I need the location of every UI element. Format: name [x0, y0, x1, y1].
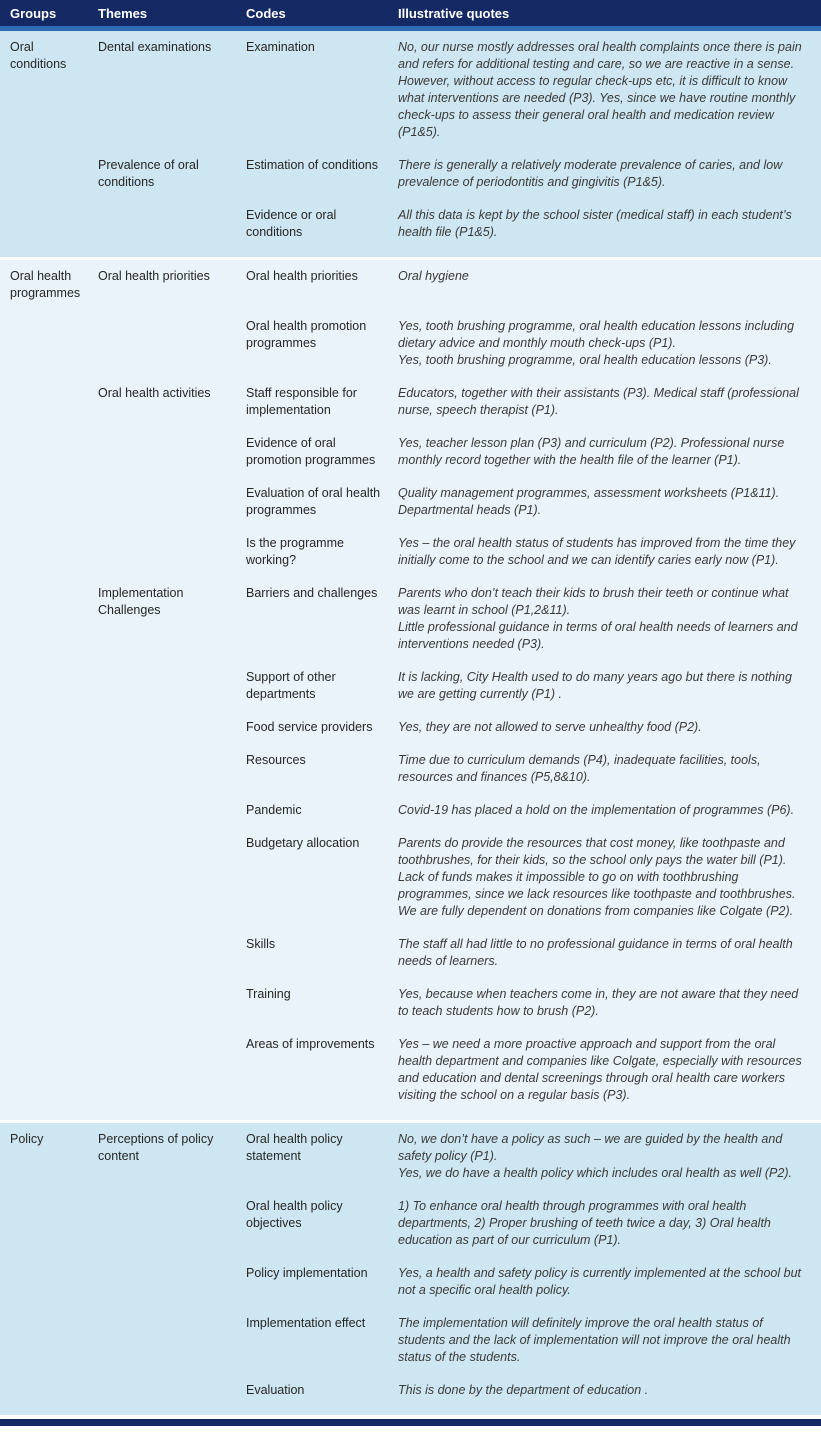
quote-paragraph: Parents who don’t teach their kids to brush their teeth or continue what was learnt in school (P1,2&11).: [398, 586, 789, 617]
column-header-codes: Codes: [246, 6, 286, 21]
code-cell: Evaluation of oral health programmes: [246, 486, 381, 517]
table-header-row: [0, 0, 821, 31]
quote-cell: [398, 207, 813, 241]
quote-cell: [398, 318, 813, 369]
quote-paragraph: The staff all had little to no professional guidance in terms of oral health needs of learners.: [398, 937, 793, 968]
code-cell: Estimation of conditions: [246, 158, 379, 172]
quote-paragraph: No, we don’t have a policy as such – we are guided by the health and safety policy (P1).: [398, 1132, 783, 1163]
group-cell: Oral health programmes: [10, 269, 81, 300]
code-cell: Examination: [246, 40, 315, 54]
group-cell: Oral conditions: [10, 40, 67, 71]
theme-cell: Perceptions of policy content: [98, 1132, 214, 1163]
code-cell: Policy implementation: [246, 1266, 368, 1280]
quote-paragraph: Yes – we need a more proactive approach and support from the oral health department and companies like Colgate, especially with resources and education and dental screenings through oral health care workers visiting the school on a regular basis (P3).: [398, 1037, 802, 1102]
code-cell: Pandemic: [246, 803, 302, 817]
quote-cell: [398, 535, 813, 569]
quote-cell: [398, 986, 813, 1020]
quote-paragraph: Little professional guidance in terms of oral health needs of learners and interventions needed (P3).: [398, 620, 798, 651]
quote-cell: [398, 268, 813, 285]
table-section: [0, 31, 821, 257]
quote-paragraph: Parents do provide the resources that cost money, like toothpaste and toothbrushes, for their kids, so the school only pays the water bill (P1).: [398, 836, 787, 867]
quote-cell: [398, 936, 813, 970]
group-cell: Policy: [10, 1132, 44, 1146]
quote-paragraph: Yes, tooth brushing programme, oral health education lessons including dietary advice and monthly mouth check-ups (P1).: [398, 319, 795, 350]
code-cell: Support of other departments: [246, 670, 336, 701]
code-cell: Evidence or oral conditions: [246, 208, 337, 239]
quote-cell: [398, 1315, 813, 1366]
theme-cell: Oral health activities: [98, 386, 211, 400]
code-cell: Implementation effect: [246, 1316, 366, 1330]
quote-cell: [398, 802, 813, 819]
quote-paragraph: There is generally a relatively moderate prevalence of caries, and low prevalence of periodontitis and gingivitis (P1&5).: [398, 158, 783, 189]
theme-cell: Dental examinations: [98, 40, 212, 54]
quote-paragraph: Oral hygiene: [398, 269, 469, 283]
quote-paragraph: Yes – the oral health status of students has improved from the time they initially come to the school and we can identify caries early now (P1).: [398, 536, 796, 567]
code-cell: Training: [246, 987, 291, 1001]
table-body: [0, 31, 821, 1415]
quote-paragraph: The implementation will definitely improve the oral health status of students and the lack of implementation will not improve the oral health status of the students.: [398, 1316, 791, 1364]
theme-cell: Prevalence of oral conditions: [98, 158, 199, 189]
quote-paragraph: All this data is kept by the school sister (medical staff) in each student’s health file (P1&5).: [398, 208, 792, 239]
quote-cell: [398, 719, 813, 736]
theme-cell: Oral health priorities: [98, 269, 210, 283]
code-cell: Food service providers: [246, 720, 373, 734]
code-cell: Skills: [246, 937, 276, 951]
column-header-themes: Themes: [98, 6, 148, 21]
quote-paragraph: Yes, teacher lesson plan (P3) and curriculum (P2). Professional nurse monthly record together with the health file of the learner (P1).: [398, 436, 785, 467]
quote-cell: [398, 835, 813, 920]
quote-cell: [398, 1198, 813, 1249]
code-cell: Areas of improvements: [246, 1037, 375, 1051]
code-cell: Oral health policy statement: [246, 1132, 343, 1163]
table-bottom-rule: [0, 1419, 821, 1426]
table-section: [0, 260, 821, 1120]
quote-paragraph: Yes, they are not allowed to serve unhealthy food (P2).: [398, 720, 702, 734]
quote-paragraph: Lack of funds makes it impossible to go on with toothbrushing programmes, since we lack resources like toothpaste and toothbrushes. We are fully dependent on donations from companies like Colgate (P2).: [398, 870, 796, 918]
column-header-illustrative-quotes: Illustrative quotes: [398, 6, 510, 21]
quote-cell: [398, 1131, 813, 1182]
code-cell: Budgetary allocation: [246, 836, 360, 850]
quote-paragraph: Time due to curriculum demands (P4), inadequate facilities, tools, resources and finances (P5,8&10).: [398, 753, 761, 784]
quote-paragraph: 1) To enhance oral health through programmes with oral health departments, 2) Proper brushing of teeth twice a day, 3) Oral health education as part of our curriculum (P1).: [398, 1199, 771, 1247]
quote-paragraph: Yes, because when teachers come in, they are not aware that they need to teach students how to brush (P2).: [398, 987, 799, 1018]
theme-cell: Implementation Challenges: [98, 586, 184, 617]
quote-paragraph: Covid-19 has placed a hold on the implementation of programmes (P6).: [398, 803, 795, 817]
code-cell: Is the programme working?: [246, 536, 344, 567]
quote-paragraph: No, our nurse mostly addresses oral health complaints once there is pain and refers for additional testing and care, so we are reactive in a sense. However, without access to regular check-ups etc, it is difficult to know what interventions are needed (P3). Yes, since we have routine monthly check-ups to assess their general oral health and medication review (P1&5).: [398, 40, 802, 139]
quote-cell: [398, 157, 813, 191]
code-cell: Evidence of oral promotion programmes: [246, 436, 376, 467]
quote-cell: [398, 435, 813, 469]
quote-cell: [398, 669, 813, 703]
quote-cell: [398, 385, 813, 419]
code-cell: Evaluation: [246, 1383, 305, 1397]
quote-paragraph: Yes, we do have a health policy which includes oral health as well (P2).: [398, 1166, 792, 1180]
quote-paragraph: Yes, tooth brushing programme, oral health education lessons (P3).: [398, 353, 772, 367]
quote-paragraph: Quality management programmes, assessment worksheets (P1&11). Departmental heads (P1).: [398, 486, 780, 517]
quote-paragraph: This is done by the department of education .: [398, 1383, 649, 1397]
code-cell: Resources: [246, 753, 306, 767]
quote-cell: [398, 39, 813, 141]
quote-cell: [398, 1265, 813, 1299]
quote-cell: [398, 752, 813, 786]
quote-paragraph: Educators, together with their assistants (P3). Medical staff (professional nurse, speech therapist (P1).: [398, 386, 799, 417]
quote-cell: [398, 485, 813, 519]
code-cell: Staff responsible for implementation: [246, 386, 357, 417]
code-cell: Oral health priorities: [246, 269, 358, 283]
quote-paragraph: Yes, a health and safety policy is currently implemented at the school but not a specific oral health policy.: [398, 1266, 802, 1297]
quote-cell: [398, 585, 813, 653]
quote-cell: [398, 1036, 813, 1104]
column-header-groups: Groups: [10, 6, 57, 21]
quote-paragraph: It is lacking, City Health used to do many years ago but there is nothing we are getting currently (P1) .: [398, 670, 792, 701]
code-cell: Oral health policy objectives: [246, 1199, 343, 1230]
table-section: [0, 1123, 821, 1415]
code-cell: Oral health promotion programmes: [246, 319, 367, 350]
code-cell: Barriers and challenges: [246, 586, 378, 600]
quote-cell: [398, 1382, 813, 1399]
